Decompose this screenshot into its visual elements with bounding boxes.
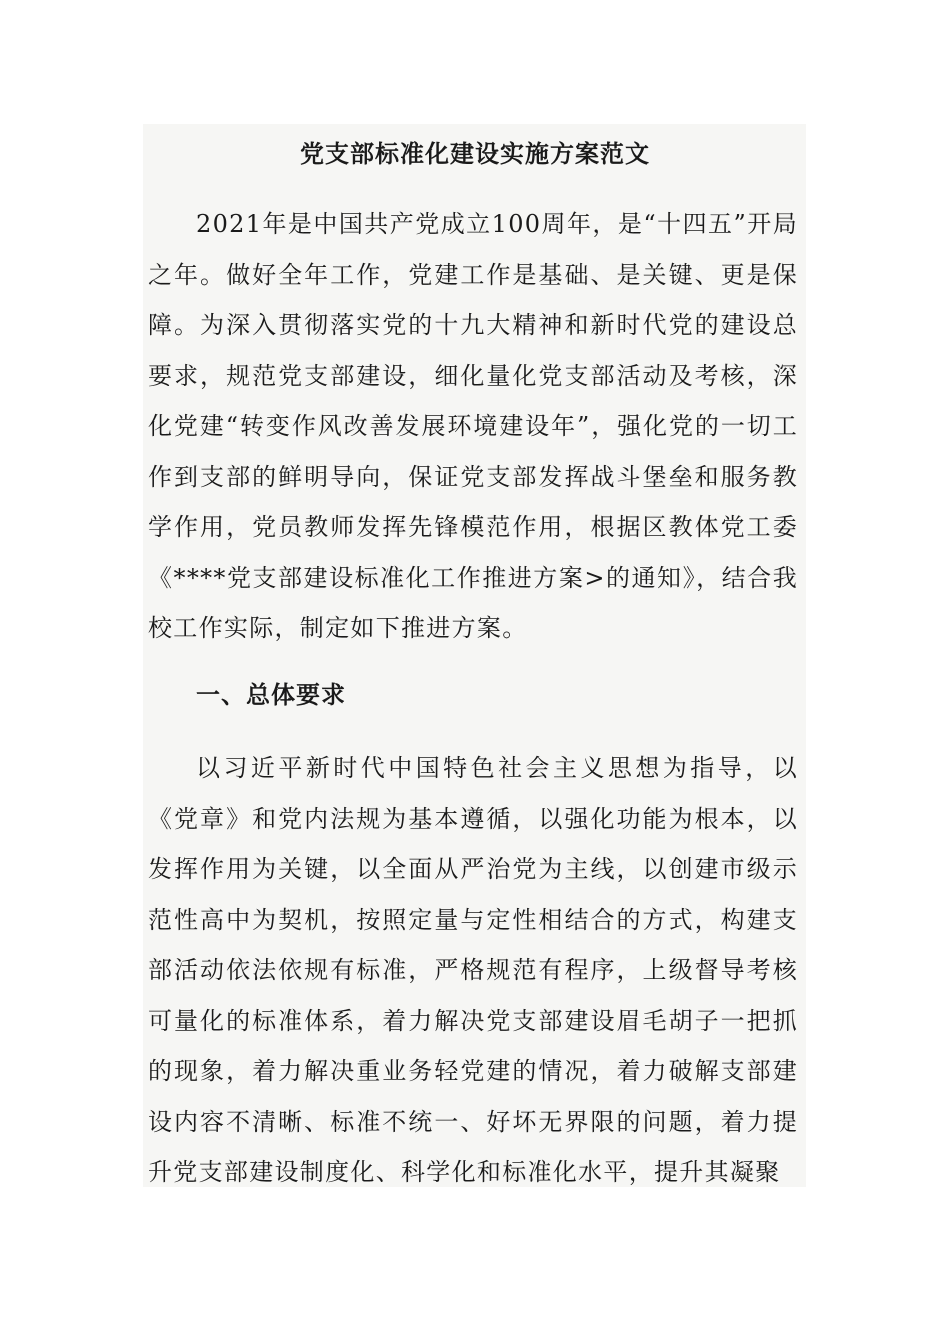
section-paragraph: 以习近平新时代中国特色社会主义思想为指导，以《党章》和党内法规为基本遵循，以强化功能为根本，以发挥作用为关键，以全面从严治党为主线，以创建市级示范性高中为契机，按照定量与定性相结合的方式，构建支部活动依法依规有标准，严格规范有程序，上级督导考核可量化的标准体系，着力解决党支部建设眉毛胡子一把抓的现象，着力解决重业务轻党建的情况，着力破解支部建设内容不清晰、标准不统一、好坏无界限的问题，着力提升党支部建设制度化、科学化和标准化水平，提升其凝聚 <box>148 754 798 1186</box>
section-heading-overall-requirements: 一、总体要求 <box>196 680 346 709</box>
document-title: 党支部标准化建设实施方案范文 <box>300 139 650 168</box>
intro-paragraph: 2021年是中国共产党成立100周年，是“十四五”开局之年。做好全年工作，党建工作是基础、是关键、更是保障。为深入贯彻落实党的十九大精神和新时代党的建设总要求，规范党支部建设，细化量化党支部活动及考核，深化党建“转变作风改善发展环境建设年”，强化党的一切工作到支部的鲜明导向，保证党支部发挥战斗堡垒和服务教学作用，党员教师发挥先锋模范作用，根据区教体党工委《****党支部建设标准化工作推进方案>的通知》，结合我校工作实际，制定如下推进方案。 <box>148 210 798 642</box>
